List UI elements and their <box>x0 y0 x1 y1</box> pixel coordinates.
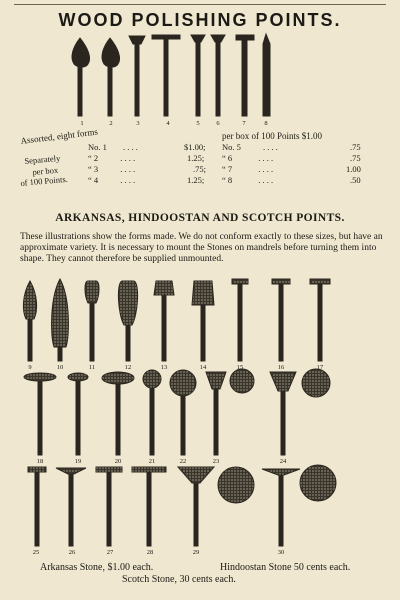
price-no: “ 2 <box>88 153 99 163</box>
stone-30 <box>262 469 300 475</box>
price-dots: . . . . <box>123 142 138 152</box>
price-row-no5 <box>222 142 361 152</box>
stone-22-shank <box>181 396 185 455</box>
stone-number-17: 17 <box>316 364 324 371</box>
stone-number-23: 23 <box>212 458 220 465</box>
stone-29 <box>178 467 214 483</box>
wood-point-2 <box>102 38 120 67</box>
price-dots: . . . . <box>263 142 278 152</box>
stone-21-shank <box>150 388 154 455</box>
stone-30-shank <box>279 475 283 546</box>
stone-25 <box>28 467 46 472</box>
price-value: 1.25; <box>187 175 205 185</box>
wood-points-illustration <box>0 30 400 130</box>
price-value: 1.00 <box>346 164 361 174</box>
scotch-price: Scotch Stone, 30 cents each. <box>122 574 236 585</box>
stone-number-24: 24 <box>279 458 287 465</box>
price-no: No. 5 <box>222 142 241 152</box>
wood-point-8 <box>263 34 270 116</box>
stone-number-16: 16 <box>277 364 285 371</box>
stone-18-shank <box>38 381 42 455</box>
stone-15-shank <box>238 284 242 361</box>
stone-number-21: 21 <box>148 458 156 465</box>
wood-number-7: 7 <box>242 120 246 127</box>
wood-number-3: 3 <box>136 120 140 127</box>
stone-9-shank <box>28 319 32 361</box>
stone-13-shank <box>162 295 166 361</box>
stone-9 <box>23 281 36 319</box>
price-no: “ 3 <box>88 164 99 174</box>
wood-point-5 <box>191 35 205 42</box>
price-no: No. 1 <box>88 142 107 152</box>
price-row-no2 <box>88 153 205 163</box>
stone-17-shank <box>318 284 322 361</box>
price-no: “ 6 <box>222 153 233 163</box>
stone-21 <box>143 370 161 388</box>
stone-19 <box>68 373 88 381</box>
stone-25-shank <box>35 472 39 546</box>
stone-19-shank <box>76 381 80 455</box>
price-dots: . . . . <box>258 175 274 185</box>
stone-number-25: 25 <box>32 549 40 556</box>
stone-23b <box>230 369 254 393</box>
stone-number-10: 10 <box>56 364 64 371</box>
separately-label: Separately <box>24 152 61 166</box>
wood-point-2-shank <box>108 66 112 116</box>
wood-point-6-shank <box>216 42 220 116</box>
stone-16-shank <box>279 284 283 361</box>
wood-point-3-shank <box>135 44 139 116</box>
wood-point-3 <box>129 36 145 44</box>
per-box-label: per box <box>32 164 59 177</box>
stone-27 <box>96 467 122 472</box>
stone-number-12: 12 <box>124 364 132 371</box>
stone-number-27: 27 <box>106 549 114 556</box>
wood-number-5: 5 <box>196 120 200 127</box>
price-row-no1 <box>88 142 206 152</box>
stone-18 <box>24 373 56 381</box>
price-no: “ 7 <box>222 164 233 174</box>
stone-23-shank <box>214 389 218 455</box>
price-row-no6 <box>222 153 361 163</box>
wood-number-1: 1 <box>80 120 84 127</box>
stone-number-28: 28 <box>146 549 154 556</box>
price-dots: . . . . <box>120 175 136 185</box>
hindoostan-price: Hindoostan Stone 50 cents each. <box>220 562 351 573</box>
stone-number-18: 18 <box>36 458 44 465</box>
wood-point-7-shank <box>242 40 247 116</box>
of-100-label: of 100 Points. <box>20 173 69 188</box>
stone-29-shank <box>194 483 198 546</box>
stone-23 <box>206 372 226 389</box>
stone-number-20: 20 <box>114 458 122 465</box>
stone-number-11: 11 <box>88 364 96 371</box>
price-value: 1.25; <box>187 153 205 163</box>
stone-14-shank <box>201 305 205 361</box>
stone-16 <box>272 279 290 284</box>
price-no: “ 4 <box>88 175 99 185</box>
wood-point-4 <box>152 35 180 39</box>
stone-10 <box>52 279 69 347</box>
assorted-label: Assorted, eight forms <box>20 126 99 146</box>
price-dots: . . . . <box>258 153 274 163</box>
wood-number-6: 6 <box>216 120 220 127</box>
wood-point-6 <box>211 35 225 42</box>
wood-point-4-shank <box>164 39 168 116</box>
stone-15 <box>232 279 248 284</box>
stone-11-shank <box>90 303 94 361</box>
price-value: .75; <box>193 164 206 174</box>
stone-30b <box>300 465 336 501</box>
stone-points-illustration <box>0 275 400 565</box>
price-value: .75 <box>350 153 361 163</box>
stone-10-shank <box>58 347 62 361</box>
stone-24b <box>302 369 330 397</box>
stone-number-26: 26 <box>68 549 76 556</box>
price-dots: . . . . <box>258 164 274 174</box>
arkansas-price: Arkansas Stone, $1.00 each. <box>40 562 154 573</box>
price-dots: . . . . <box>120 164 136 174</box>
stone-26 <box>56 468 86 474</box>
stone-number-30: 30 <box>277 549 285 556</box>
stone-20 <box>102 372 134 384</box>
stone-27-shank <box>107 472 111 546</box>
stone-24-shank <box>281 391 285 455</box>
stone-number-9: 9 <box>28 364 32 371</box>
price-value: .75 <box>350 142 361 152</box>
stone-26-shank <box>69 474 73 546</box>
section-title: ARKANSAS, HINDOOSTAN AND SCOTCH POINTS. <box>55 212 345 224</box>
wood-point-5-shank <box>196 42 200 116</box>
stone-12 <box>118 281 137 325</box>
stone-12-shank <box>126 325 130 361</box>
price-row-no3 <box>88 164 206 174</box>
wood-number-8: 8 <box>264 120 268 127</box>
stone-11 <box>85 281 99 303</box>
stone-number-13: 13 <box>160 364 168 371</box>
stone-20-shank <box>116 384 120 455</box>
price-row-no4 <box>88 175 205 185</box>
stone-number-29: 29 <box>192 549 200 556</box>
wood-point-7 <box>236 35 254 40</box>
stone-17 <box>310 279 330 284</box>
wood-number-2: 2 <box>109 120 113 127</box>
price-no: “ 8 <box>222 175 233 185</box>
assorted-price: per box of 100 Points $1.00 <box>222 131 322 141</box>
wood-point-1 <box>72 38 90 67</box>
stone-number-19: 19 <box>74 458 82 465</box>
stone-number-14: 14 <box>199 364 207 371</box>
stone-14 <box>192 281 214 305</box>
stone-28 <box>132 467 166 472</box>
stone-number-15: 15 <box>236 364 244 371</box>
stone-29b <box>218 467 254 503</box>
wood-point-1-shank <box>78 66 82 116</box>
section-intro: These illustrations show the forms made. We do not conform exactly to these sizes, but have an approximate variety. It is necessary to mount the Stones on mandrels before turning them into shape. They cannot therefore be supplied unmounted. <box>20 232 383 264</box>
stone-22 <box>170 370 196 396</box>
price-row-no7 <box>222 164 361 174</box>
price-dots: . . . . <box>120 153 136 163</box>
top-rule <box>14 4 386 5</box>
stone-24 <box>270 372 296 391</box>
wood-number-4: 4 <box>166 120 170 127</box>
stone-13 <box>154 281 174 295</box>
price-value: $1.00; <box>184 142 206 152</box>
price-value: .50 <box>350 175 361 185</box>
stone-number-22: 22 <box>179 458 187 465</box>
price-row-no8 <box>222 175 361 185</box>
stone-28-shank <box>147 472 151 546</box>
page-title: WOOD POLISHING POINTS. <box>58 10 342 30</box>
